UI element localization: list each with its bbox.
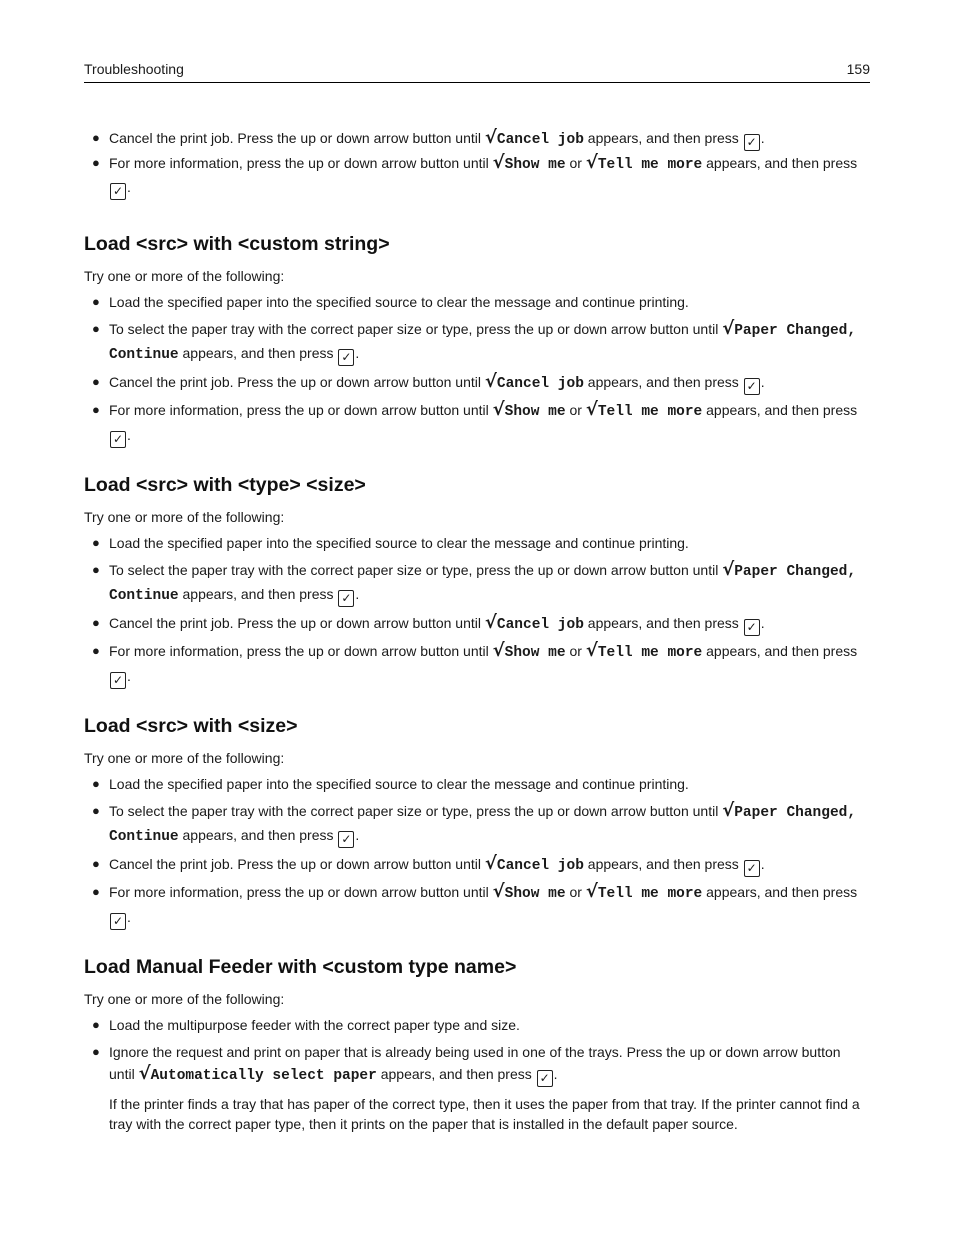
- list-item: ● Load the specified paper into the specified source to clear the message and continue printing.: [84, 291, 870, 314]
- select-button-icon: ✓: [110, 183, 126, 200]
- section-intro: Try one or more of the following:: [84, 750, 285, 766]
- check-mark-icon: √: [585, 881, 598, 902]
- menu-option-text: Show me: [504, 645, 566, 661]
- section-note: If the printer finds a tray that has paper of the correct type, then it uses the paper from that tray. If the printer cannot find a tray with the correct paper type, then it prints on the paper that is installed in the default paper source.: [109, 1095, 860, 1132]
- menu-option-text: Show me: [504, 886, 566, 902]
- bullet-icon: ●: [92, 320, 100, 336]
- continued-list-block: [84, 127, 870, 200]
- select-button-icon: ✓: [537, 1070, 553, 1087]
- check-mark-icon: √: [484, 852, 497, 874]
- check-mark-icon: √: [484, 611, 497, 633]
- list-item: ● Load the multipurpose feeder with the correct paper type and size.: [84, 1014, 870, 1037]
- bullet-icon: ●: [92, 1017, 100, 1032]
- check-mark-icon: √: [585, 151, 598, 173]
- select-button-icon: ✓: [110, 913, 126, 930]
- section-load-manual-feeder: [84, 955, 870, 1148]
- list-item: ● Cancel the print job. Press the up or down arrow button until √Cancel job appears, and then press ✓ .: [92, 127, 765, 149]
- bullet-icon: ●: [92, 1043, 100, 1059]
- list-item: ● To select the paper tray with the correct paper size or type, press the up or down arrow button until √Paper Changed, Continue appears, and then press ✓ .: [92, 317, 857, 364]
- menu-option-text: Cancel job: [496, 132, 584, 148]
- menu-option-text: Tell me more: [597, 404, 703, 420]
- bullet-icon: ●: [92, 373, 100, 389]
- list-item: ● Cancel the print job. Press the up or down arrow button until √Cancel job appears, and then press ✓ .: [92, 370, 765, 393]
- bullet-icon: ●: [92, 402, 100, 417]
- bullet-list: [84, 773, 870, 930]
- menu-option-text: Paper Changed, Continue: [109, 322, 857, 363]
- menu-option-text: Tell me more: [597, 645, 703, 661]
- page-header: [84, 60, 870, 83]
- section-intro: Try one or more of the following:: [84, 991, 285, 1007]
- list-item: ● Load the specified paper into the specified source to clear the message and continue printing.: [84, 773, 870, 796]
- check-mark-icon: √: [585, 399, 598, 420]
- section-intro: Try one or more of the following:: [84, 268, 285, 284]
- bullet-icon: ●: [92, 776, 100, 791]
- select-button-icon: ✓: [338, 831, 354, 848]
- bullet-icon: ●: [92, 294, 100, 309]
- menu-option-text: Automatically select paper: [150, 1068, 377, 1084]
- check-mark-icon: √: [492, 151, 505, 173]
- list-item: ● Load the specified paper into the specified source to clear the message and continue printing.: [84, 532, 870, 555]
- menu-option-text: Tell me more: [597, 156, 703, 173]
- section-heading: Load <src> with <custom string>: [84, 233, 390, 255]
- check-mark-icon: √: [484, 127, 497, 148]
- header-page-number: 159: [846, 61, 870, 77]
- menu-option-text: Paper Changed, Continue: [109, 563, 857, 604]
- check-mark-icon: √: [138, 1063, 151, 1084]
- bullet-icon: ●: [92, 855, 100, 871]
- bullet-icon: ●: [92, 884, 100, 899]
- list-item: ● For more information, press the up or down arrow button until √Show me or √Tell me more appears, and then press ✓ .: [92, 399, 858, 446]
- bullet-icon: ●: [92, 535, 100, 550]
- list-item: ● Ignore the request and print on paper that is already being used in one of the trays. Press the up or down arrow button until √Automatically select paper appears, and then press ✓ .: [84, 1041, 870, 1088]
- check-mark-icon: √: [722, 558, 735, 580]
- check-mark-icon: √: [492, 399, 505, 420]
- continued-bullet-list: [84, 127, 870, 200]
- header-section-title: Troubleshooting: [84, 61, 184, 77]
- check-mark-icon: √: [722, 317, 735, 339]
- check-mark-icon: √: [585, 640, 598, 661]
- menu-option-text: Cancel job: [496, 616, 584, 633]
- list-item: ● Cancel the print job. Press the up or down arrow button until √Cancel job appears, and then press ✓ .: [92, 852, 765, 875]
- menu-option-text: Cancel job: [496, 375, 584, 392]
- menu-option-text: Show me: [504, 156, 566, 173]
- check-mark-icon: √: [484, 370, 497, 392]
- section-intro: Try one or more of the following:: [84, 509, 285, 525]
- section-heading: Load <src> with <size>: [84, 715, 298, 737]
- bullet-list: [84, 1014, 870, 1088]
- menu-option-text: Cancel job: [496, 857, 584, 874]
- bullet-list: [84, 291, 870, 448]
- bullet-icon: ●: [92, 154, 100, 170]
- select-button-icon: ✓: [744, 134, 760, 151]
- list-item: ● To select the paper tray with the correct paper size or type, press the up or down arrow button until √Paper Changed, Continue appears, and then press ✓ .: [92, 558, 857, 605]
- list-item: ● For more information, press the up or down arrow button until √Show me or √Tell me more appears, and then press ✓ .: [92, 151, 858, 198]
- select-button-icon: ✓: [744, 860, 760, 877]
- select-button-icon: ✓: [744, 619, 760, 636]
- select-button-icon: ✓: [110, 431, 126, 448]
- bullet-icon: ●: [92, 130, 100, 145]
- bullet-icon: ●: [92, 614, 100, 630]
- list-item: ● For more information, press the up or down arrow button until √Show me or √Tell me more appears, and then press ✓ .: [92, 640, 858, 687]
- section-heading: Load Manual Feeder with <custom type name>: [84, 956, 517, 978]
- menu-option-text: Tell me more: [597, 886, 703, 902]
- bullet-list: [84, 532, 870, 689]
- list-item: ● Cancel the print job. Press the up or down arrow button until √Cancel job appears, and then press ✓ .: [92, 611, 765, 634]
- check-mark-icon: √: [492, 640, 505, 661]
- list-item: ● For more information, press the up or down arrow button until √Show me or √Tell me more appears, and then press ✓ .: [92, 881, 858, 928]
- select-button-icon: ✓: [338, 349, 354, 366]
- select-button-icon: ✓: [338, 590, 354, 607]
- section-load-custom-string: [84, 232, 870, 448]
- check-mark-icon: √: [492, 881, 505, 902]
- select-button-icon: ✓: [744, 378, 760, 395]
- bullet-icon: ●: [92, 643, 100, 658]
- menu-option-text: Show me: [504, 404, 566, 420]
- section-load-type-size: [84, 473, 870, 689]
- menu-option-text: Paper Changed, Continue: [109, 804, 857, 845]
- select-button-icon: ✓: [110, 672, 126, 689]
- check-mark-icon: √: [722, 799, 735, 821]
- section-heading: Load <src> with <type> <size>: [84, 474, 366, 496]
- section-load-size: [84, 714, 870, 930]
- bullet-icon: ●: [92, 802, 100, 818]
- bullet-icon: ●: [92, 561, 100, 577]
- list-item: ● To select the paper tray with the correct paper size or type, press the up or down arrow button until √Paper Changed, Continue appears, and then press ✓ .: [92, 799, 857, 846]
